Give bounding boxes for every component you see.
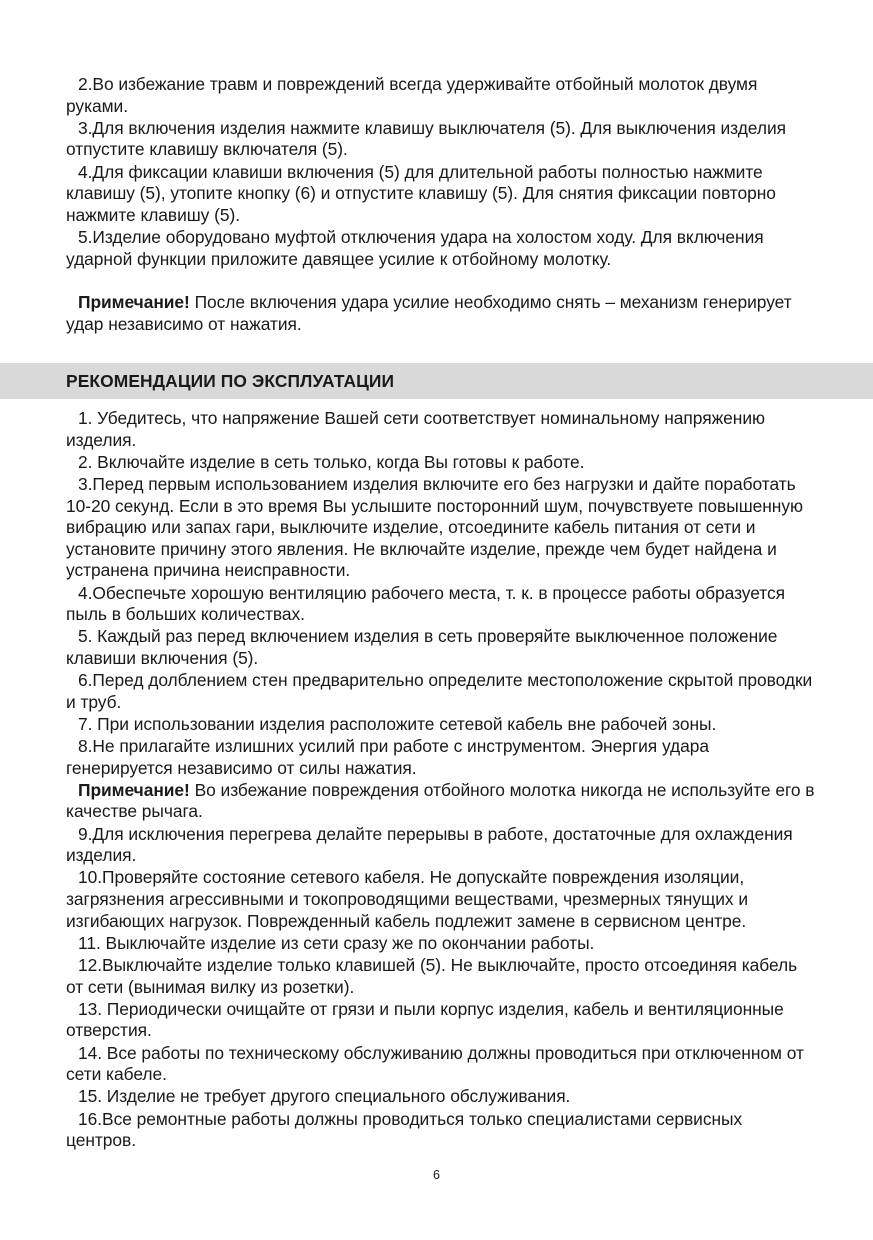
operation-instructions bbox=[0, 74, 873, 270]
recommendation-item-11: 11. Выключайте изделие из сети сразу же по окончании работы. bbox=[78, 932, 595, 953]
recommendation-item-12: 12.Выключайте изделие только клавишей (5). Не выключайте, просто отсоединяя кабель от сети (вынимая вилку из розетки). bbox=[66, 954, 798, 997]
recommendation-item-7: 7. При использовании изделия расположите сетевой кабель вне рабочей зоны. bbox=[78, 713, 717, 734]
recommendation-note bbox=[0, 780, 873, 823]
recommendation-item-9: 9.Для исключения перегрева делайте перерывы в работе, достаточные для охлаждения изделия. bbox=[66, 823, 793, 866]
recommendation-item-16: 16.Все ремонтные работы должны проводиться только специалистами сервисных центров. bbox=[66, 1108, 743, 1151]
recommendation-item-4: 4.Обеспечьте хорошую вентиляцию рабочего места, т. к. в процессе работы образуется пыль в больших количествах. bbox=[66, 582, 786, 625]
note-text: Во избежание повреждения отбойного молотка никогда не используйте его в качестве рычага. bbox=[66, 779, 815, 822]
recommendation-item-14: 14. Все работы по техническому обслуживанию должны проводиться при отключенном от сети кабеле. bbox=[66, 1042, 804, 1085]
recommendation-item-3: 3.Перед первым использованием изделия включите его без нагрузки и дайте поработать 10-20 секунд. Если в это время Вы услышите посторонний шум, почувствуете повышенную вибрацию или запах гари, выключите изделие, отсоедините кабель питания от сети и установите причину этого явления. Не включайте изделие, прежде чем будет найдена и устранена причина неисправности. bbox=[66, 473, 803, 581]
recommendation-item-6: 6.Перед долблением стен предварительно определите местоположение скрытой проводки и труб. bbox=[66, 670, 813, 712]
recommendation-item-5: 5. Каждый раз перед включением изделия в сеть проверяйте выключенное положение клавиши включения (5). bbox=[66, 626, 778, 668]
note-text: После включения удара усилие необходимо снять – механизм генерирует удар независимо от нажатия. bbox=[66, 292, 792, 334]
instruction-item-5: 5.Изделие оборудовано муфтой отключения удара на холостом ходу. Для включения ударной функции приложите давящее усилие к отбойному молотку. bbox=[66, 226, 764, 269]
instruction-item-4: 4.Для фиксации клавиши включения (5) для длительной работы полностью нажмите клавишу (5), утопите кнопку (6) и отпустите клавишу (5). Для снятия фиксации повторно нажмите клавишу (5). bbox=[66, 161, 776, 225]
note-block bbox=[0, 292, 873, 335]
recommendation-item-1: 1. Убедитесь, что напряжение Вашей сети соответствует номинальному напряжению изделия. bbox=[66, 408, 765, 450]
recommendation-item-10: 10.Проверяйте состояние сетевого кабеля. Не допускайте повреждения изоляции, загрязнения агрессивными и токопроводящими веществами, чрезмерных тянущих и изгибающих нагрузок. Поврежденный кабель подлежит замене в сервисном центре. bbox=[66, 867, 748, 931]
note-label: Примечание! bbox=[78, 779, 190, 800]
note-label: Примечание! bbox=[78, 292, 190, 312]
instruction-item-3: 3.Для включения изделия нажмите клавишу выключателя (5). Для выключения изделия отпустите клавишу включателя (5). bbox=[66, 117, 786, 160]
note-paragraph bbox=[0, 292, 873, 335]
recommendation-item-15: 15. Изделие не требует другого специального обслуживания. bbox=[78, 1086, 571, 1107]
recommendation-item-13: 13. Периодически очищайте от грязи и пыли корпус изделия, кабель и вентиляционные отверстия. bbox=[66, 998, 784, 1041]
instruction-item-2: 2.Во избежание травм и повреждений всегда удерживайте отбойный молоток двумя руками. bbox=[66, 74, 758, 116]
section-title: РЕКОМЕНДАЦИИ ПО ЭКСПЛУАТАЦИИ bbox=[66, 371, 395, 391]
section-header bbox=[0, 363, 873, 399]
recommendation-item-8: 8.Не прилагайте излишних усилий при работе с инструментом. Энергия удара генерируется независимо от силы нажатия. bbox=[66, 736, 709, 778]
recommendations-list bbox=[0, 408, 873, 1152]
recommendation-item-2: 2. Включайте изделие в сеть только, когда Вы готовы к работе. bbox=[78, 451, 585, 472]
page-number: 6 bbox=[433, 1168, 440, 1182]
